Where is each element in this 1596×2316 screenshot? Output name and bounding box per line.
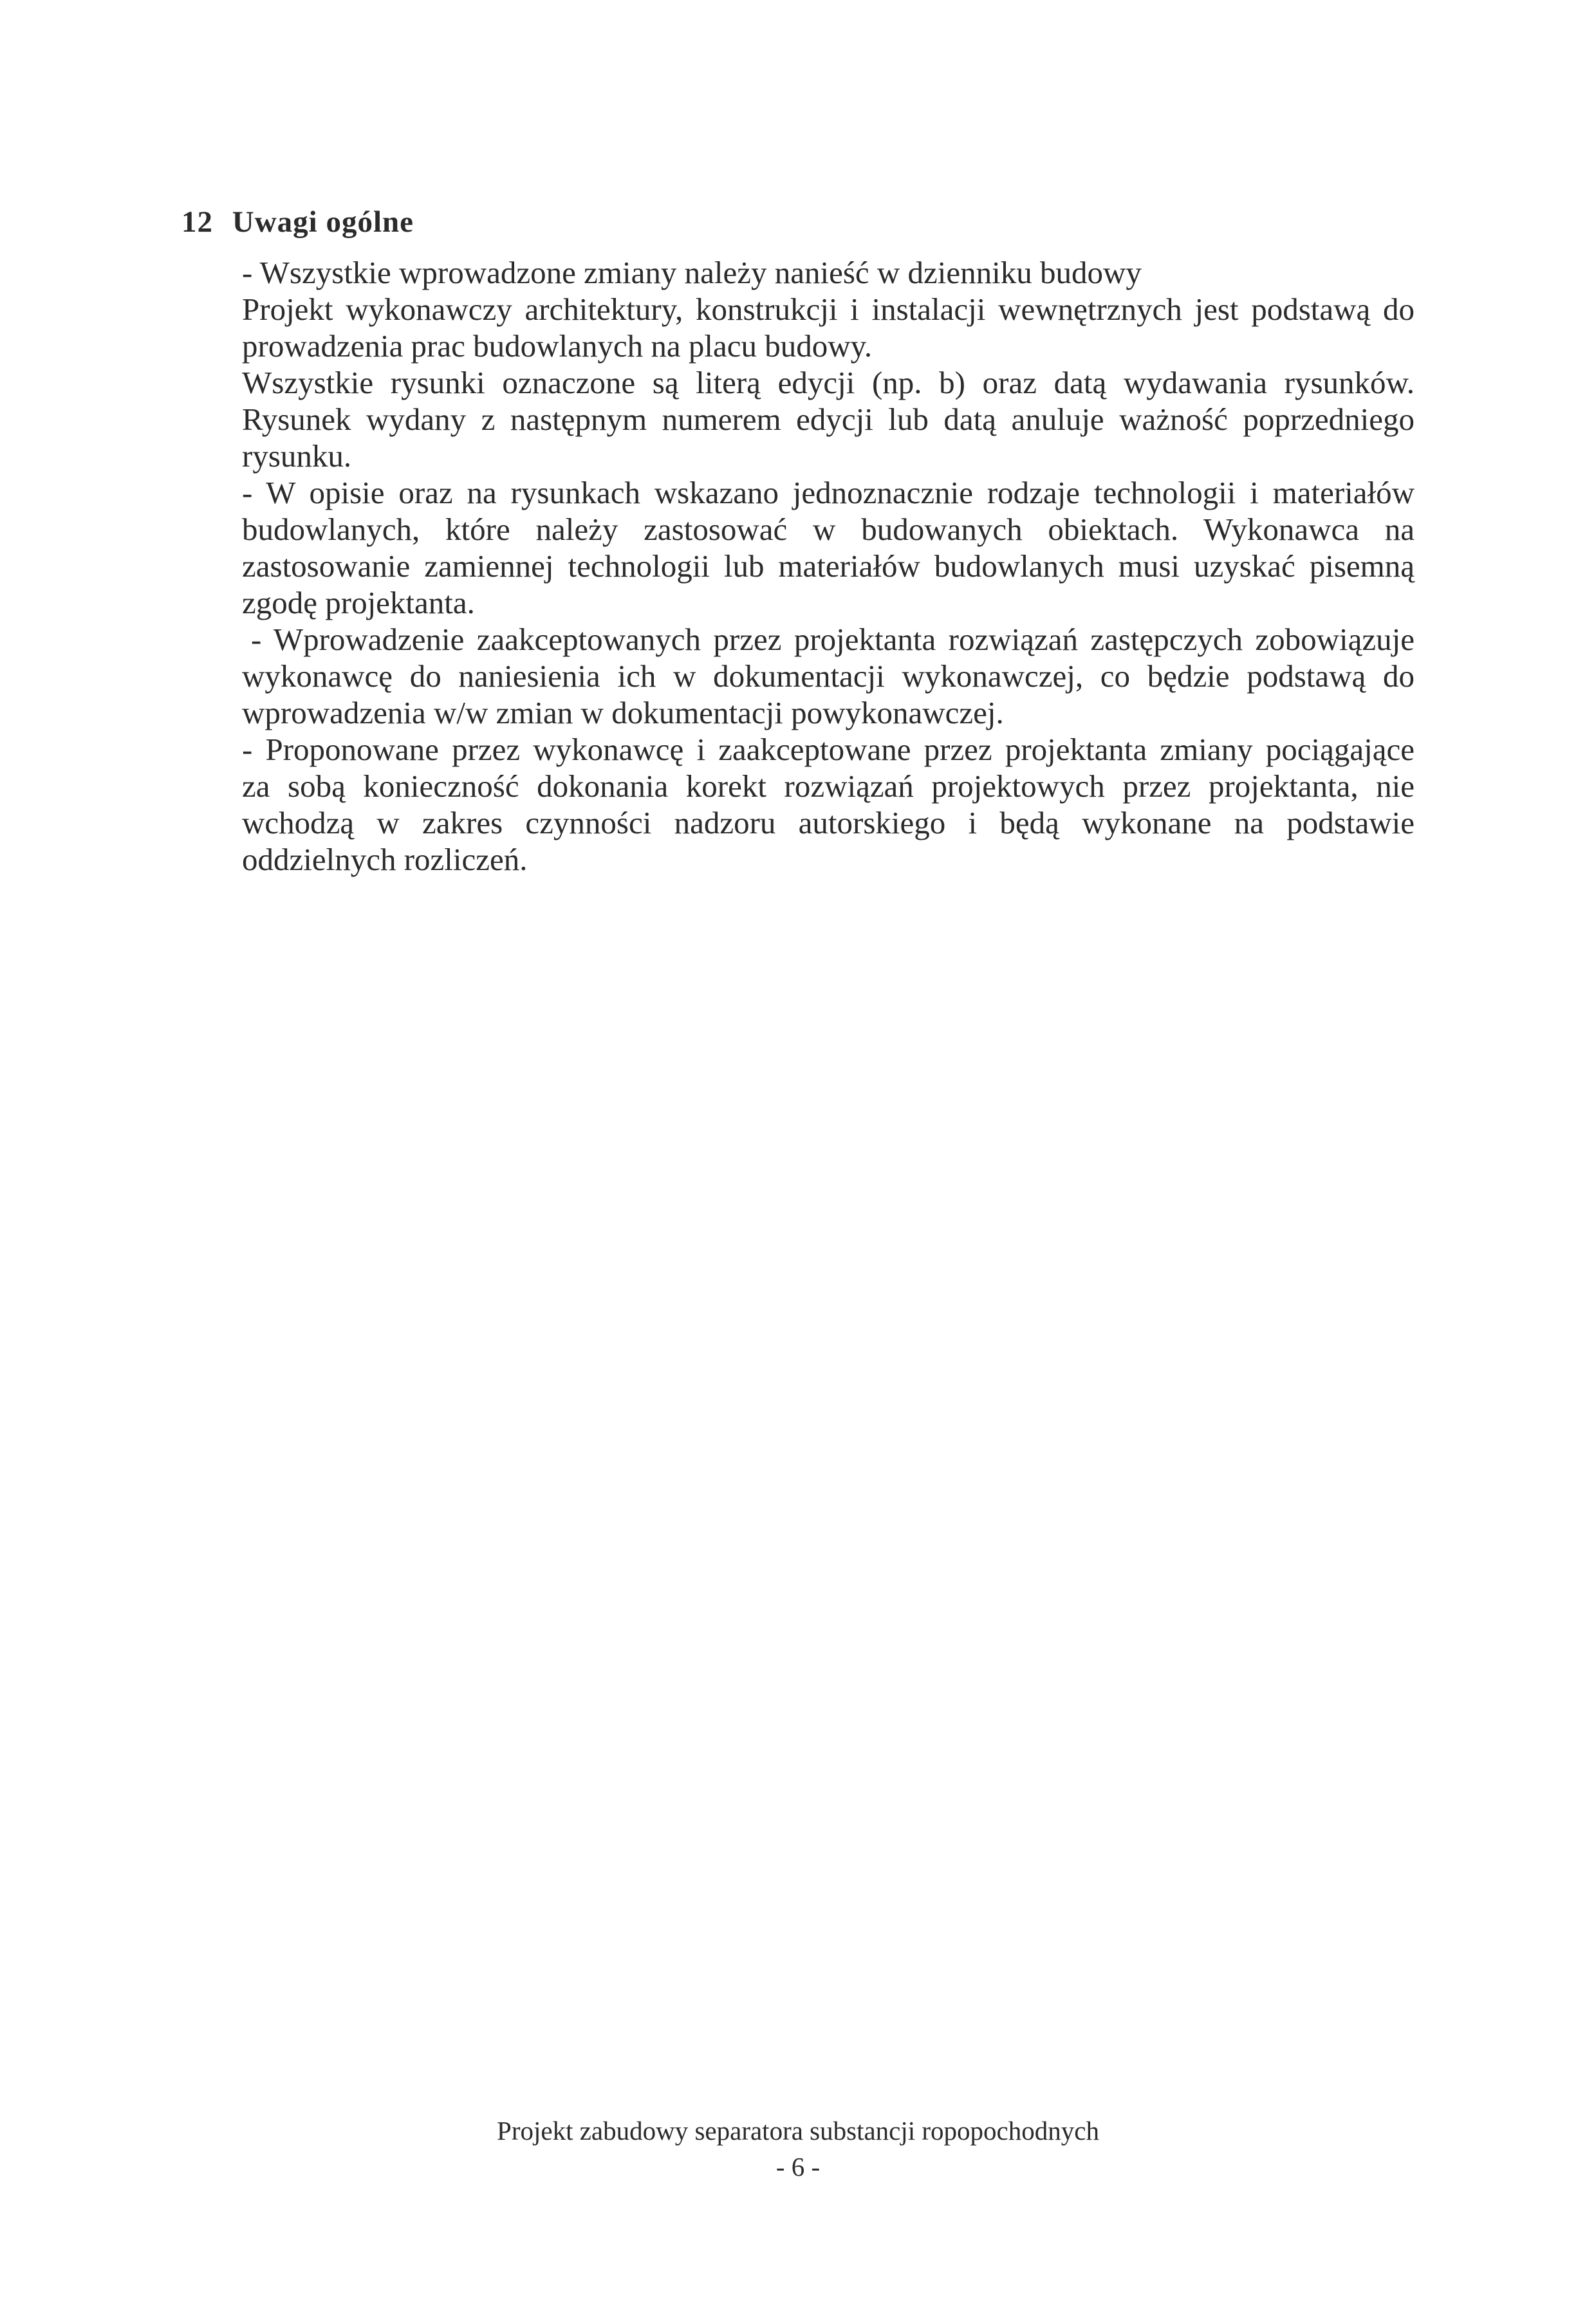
text-line: wprowadzenia w/w zmian w dokumentacji powykonawczej. [242, 695, 1004, 730]
text-line: budowlanych, które należy zastosować w budowanych obiektach. Wykonawca na [242, 512, 1415, 547]
text-line: zastosowanie zamiennej technologii lub materiałów budowlanych musi uzyskać pisemną [242, 548, 1415, 584]
text-line: Wszystkie rysunki oznaczone są literą edycji (np. b) oraz datą wydawania rysunków. [242, 365, 1415, 400]
text-line: zgodę projektanta. [242, 585, 475, 620]
text-line: wchodzą w zakres czynności nadzoru autorskiego i będą wykonane na podstawie [242, 805, 1415, 840]
text-line: Rysunek wydany z następnym numerem edycji lub datą anuluje ważność poprzedniego [242, 402, 1415, 437]
footer-page-number: - 6 - [775, 2152, 821, 2182]
text-line: Projekt wykonawczy architektury, konstrukcji i instalacji wewnętrznych jest podstawą do [242, 292, 1415, 327]
text-line: - Wprowadzenie zaakceptowanych przez projektanta rozwiązań zastępczych zobowiązuje [251, 622, 1415, 657]
text-line: - Proponowane przez wykonawcę i zaakceptowane przez projektanta zmiany pociągające [242, 732, 1415, 767]
text-line: - Wszystkie wprowadzone zmiany należy nanieść w dzienniku budowy [242, 255, 1142, 290]
footer-project-title: Projekt zabudowy separatora substancji ropopochodnych [497, 2116, 1099, 2145]
text-line: wykonawcę do naniesienia ich w dokumentacji wykonawczej, co będzie podstawą do [242, 658, 1415, 694]
text-line: - W opisie oraz na rysunkach wskazano jednoznacznie rodzaje technologii i materiałów [242, 475, 1415, 510]
section-body [242, 254, 1415, 878]
section-title: Uwagi ogólne [232, 205, 414, 239]
text-line: oddzielnych rozliczeń. [242, 842, 528, 877]
section-number: 12 [181, 205, 213, 239]
text-line: za sobą konieczność dokonania korekt rozwiązań projektowych przez projektanta, nie [242, 768, 1415, 804]
text-line: rysunku. [242, 438, 352, 474]
section-heading [181, 205, 414, 239]
text-line: prowadzenia prac budowlanych na placu budowy. [242, 328, 873, 364]
